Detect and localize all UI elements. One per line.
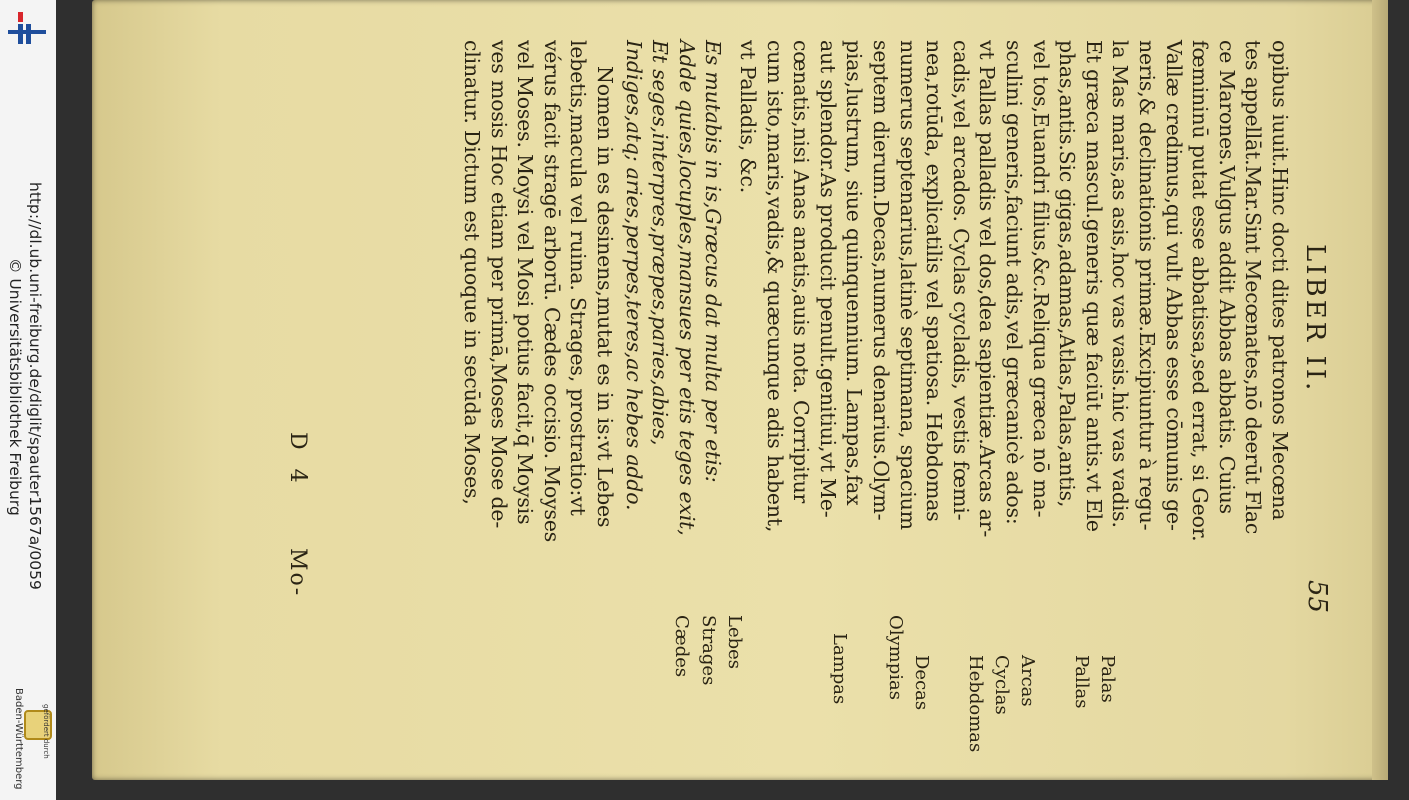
signature-mark: D 4: [285, 432, 310, 489]
margin-note: Strages: [698, 615, 719, 686]
text-line: Et græca mascul.generis quæ faciūt antis.vt Ele: [1081, 40, 1106, 532]
text-line: neris,& declinationis primæ.Excipiuntur à regu-: [1135, 40, 1159, 531]
running-header: LIBER II.: [1300, 244, 1330, 394]
text-line: Nomen in es desinens,mutat es in is:vt Lebes: [593, 66, 617, 528]
text-line: nea,rotūda, explicatilis vel spatiosa. Hebdomas: [922, 40, 947, 522]
text-line: numerus septenarius,latinè septimana, spacium: [895, 40, 920, 530]
text-line: Indiges,atq; aries,perpes,teres,ac hebes addo.: [621, 40, 646, 511]
text-line: vt Palladis, &c.: [736, 40, 760, 194]
text-line: vérus facit stragē arborū. Cædes occisio. Moyses: [539, 40, 564, 543]
page-gutter: [1372, 0, 1388, 780]
text-line: phas,antis.Sic gigas,adamas,Atlas,Palas,antis,: [1055, 40, 1080, 508]
catchword: Mo-: [285, 548, 310, 598]
text-line: pias,lustrum, siue quinquennium. Lampas,fax: [842, 40, 867, 506]
text-line: ce Marones.Vulgus addit Abbas abbatis. Cuius: [1214, 40, 1239, 514]
text-line: vel tos,Euandri filius,&c.Reliqua græca nō ma-: [1028, 40, 1053, 518]
margin-note: Palas: [1097, 655, 1118, 703]
funder-caption: gefördert durch: [42, 704, 50, 759]
copyright-notice: © Universitätsbibliothek Freiburg: [6, 258, 24, 516]
text-line: fœmininū putat esse abbatissa,sed errat, si Geor.: [1188, 40, 1213, 542]
text-line: cum isto,maris,vadis,& quæcunque adis habent,: [762, 40, 787, 533]
margin-note: Lebes: [724, 615, 745, 670]
text-line: aut splendor.As producit penult.genitiui,vt Me-: [815, 40, 840, 518]
text-line: Vallæ credimus,qui vult Abbas esse cōmunis ge-: [1161, 40, 1186, 531]
margin-note: Olympias: [885, 615, 906, 700]
margin-note: Cædes: [671, 615, 692, 678]
text-line: Es mutabis in is,Græcus dat multa per etis:: [701, 40, 726, 483]
margin-note: Pallas: [1071, 655, 1092, 709]
text-line: septem dierum.Decas,numerus denarius.Olym-: [869, 40, 893, 521]
text-line: opibus iuuit.Hinc docti dites patronos Mecœna: [1268, 40, 1292, 521]
margin-note: Hebdomas: [965, 655, 986, 753]
library-logo-icon: [6, 8, 48, 48]
viewer-sidebar: [0, 0, 56, 800]
page-number: 55: [1302, 580, 1332, 614]
text-line: cadis,vel arcados. Cyclas cycladis, vestis fœmi-: [948, 40, 973, 521]
text-line: lebetis,macula vel ruina. Strages, prostratio:vt: [566, 40, 591, 516]
text-line: ves mosis Hoc etiam per primā,Moses Mose de-: [486, 40, 511, 529]
permalink-url[interactable]: http://dl.ub.uni-freiburg.de/diglit/spauter1567a/0059: [26, 182, 44, 590]
text-line: la Mas maris,as asis,hoc vas vasis.hic vas vadis.: [1108, 40, 1133, 528]
text-line: vel Moses. Moysi vel Mosi potius facit,q̄ Moysis: [513, 40, 538, 525]
text-line: vt Pallas palladis vel dos,dea sapientiæ.Arcas ar-: [975, 40, 1000, 538]
text-line: sculini generis,faciunt adis,vel græcanicè ados:: [1002, 40, 1026, 525]
text-line: tes appellāt.Mar.Sint Mecœnates,nō deerūt Flac: [1241, 40, 1266, 535]
text-line: clinatur. Dictum est quoque in secūda Moses,: [460, 40, 484, 505]
margin-note: Cyclas: [991, 655, 1012, 715]
text-line: Et seges,interpres,præpes,paries,abies,: [648, 40, 673, 446]
margin-note: Lampas: [829, 633, 850, 705]
text-line: Adde quies,locuples,mansues per etis teges exit,: [674, 40, 699, 536]
text-line: cœnatis,nisi Anas anatis,auis nota. Corripitur: [789, 40, 814, 504]
funder-logo: [4, 660, 54, 795]
margin-note: Arcas: [1017, 655, 1038, 707]
margin-note: Decas: [911, 655, 932, 711]
funder-name: Baden-Württemberg: [13, 688, 24, 790]
